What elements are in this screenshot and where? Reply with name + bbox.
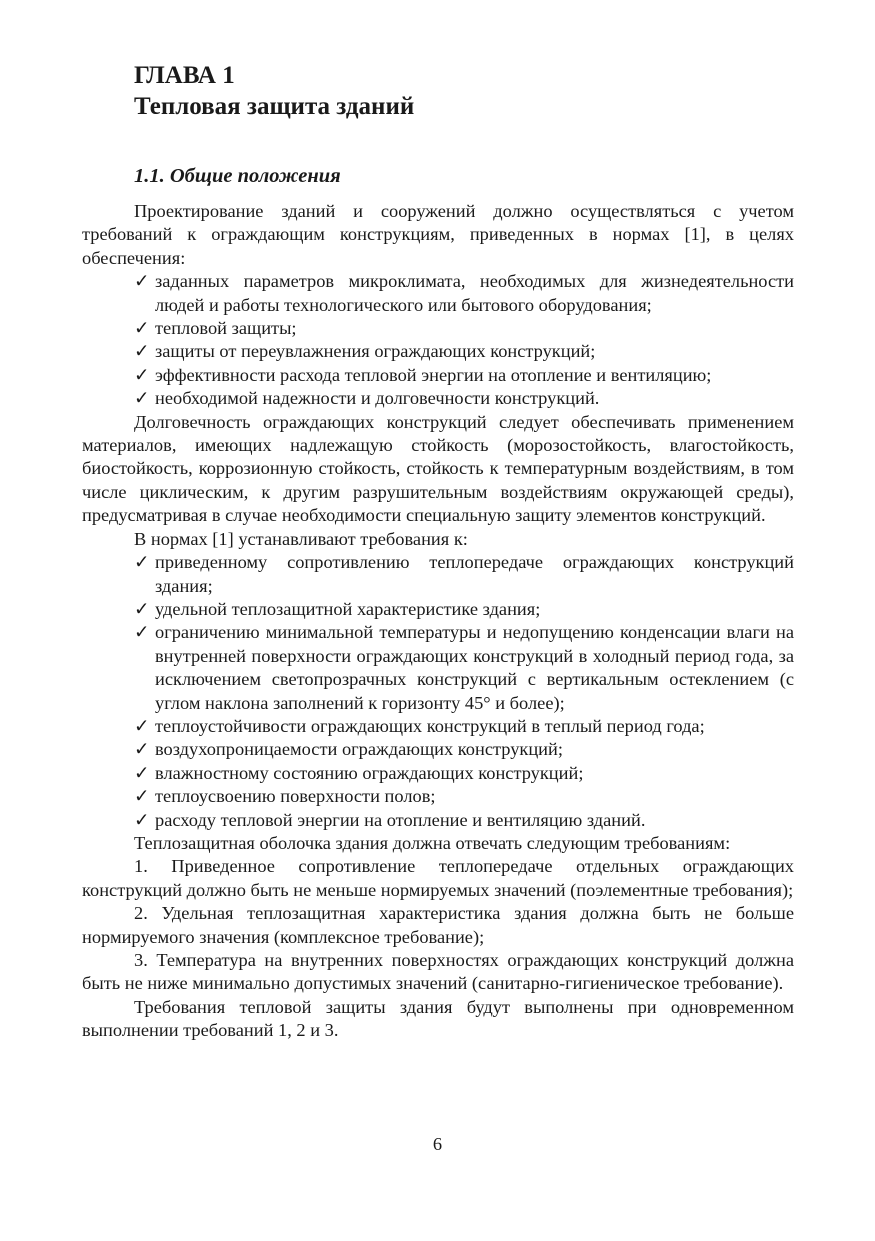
list-item-text: теплоустойчивости ограждающих конструкций в теплый период года; bbox=[155, 715, 705, 736]
list-item bbox=[82, 715, 794, 738]
page-body bbox=[82, 60, 794, 1043]
list-item-text: расходу тепловой энергии на отопление и вентиляцию зданий. bbox=[155, 809, 646, 830]
norms-list bbox=[82, 551, 794, 832]
list-item-text: влажностному состоянию ограждающих конструкций; bbox=[155, 762, 584, 783]
list-item-text: удельной теплозащитной характеристике здания; bbox=[155, 598, 541, 619]
check-icon: ✓ bbox=[134, 341, 150, 362]
intro-paragraph: Проектирование зданий и сооружений должно осуществляться с учетом требований к ограждающим конструкциям, приведенных в нормах [1], в целях обеспечения: bbox=[82, 201, 794, 268]
requirement-3: 3. Температура на внутренних поверхностях ограждающих конструкций должна быть не ниже минимально допустимых значений (санитарно-гигиеническое требование). bbox=[82, 950, 794, 994]
list-item bbox=[82, 762, 794, 785]
shell-intro-paragraph: Теплозащитная оболочка здания должна отвечать следующим требованиям: bbox=[134, 832, 731, 853]
check-icon: ✓ bbox=[134, 598, 150, 619]
check-icon: ✓ bbox=[134, 388, 150, 409]
check-icon: ✓ bbox=[134, 739, 150, 760]
list-item bbox=[82, 270, 794, 317]
list-item-text: теплоусвоению поверхности полов; bbox=[155, 786, 436, 807]
durability-paragraph: Долговечность ограждающих конструкций следует обеспечивать применением материалов, имеющих надлежащую стойкость (морозостойкость, влагостойкость, биостойкость, коррозионную стойкость, стойкость к температурным воздействиям, в том числе циклическим, к другим разрушительным воздействиям окружающей среды), предусматривая в случае необходимости специальную защиту элементов конструкций. bbox=[82, 411, 794, 526]
check-icon: ✓ bbox=[134, 762, 150, 783]
list-item-text: защиты от переувлажнения ограждающих конструкций; bbox=[155, 341, 596, 362]
chapter-label: ГЛАВА 1 bbox=[134, 62, 235, 89]
check-icon: ✓ bbox=[134, 271, 150, 292]
list-item bbox=[82, 340, 794, 363]
list-item-text: воздухопроницаемости ограждающих конструкций; bbox=[155, 739, 563, 760]
list-item bbox=[82, 621, 794, 715]
check-icon: ✓ bbox=[134, 552, 150, 573]
list-item bbox=[82, 551, 794, 598]
check-icon: ✓ bbox=[134, 364, 150, 385]
norms-intro-paragraph: В нормах [1] устанавливают требования к: bbox=[134, 528, 468, 549]
conclusion-paragraph: Требования тепловой защиты здания будут выполнены при одновременном выполнении требований 1, 2 и 3. bbox=[82, 996, 794, 1041]
page-number: 6 bbox=[432, 1134, 443, 1154]
list-item-text: ограничению минимальной температуры и недопущению конденсации влаги на внутренней поверхности ограждающих конструкций в холодный период года, за исключением светопрозрачных конструкций с вертикальным остеклением (с углом наклона заполнений к горизонту 45° и более); bbox=[155, 622, 794, 713]
requirement-2: 2. Удельная теплозащитная характеристика здания должна быть не больше нормируемого значения (комплексное требование); bbox=[82, 903, 794, 947]
list-item bbox=[82, 317, 794, 340]
check-icon: ✓ bbox=[134, 809, 150, 830]
goals-list bbox=[82, 270, 794, 410]
list-item-text: тепловой защиты; bbox=[155, 318, 297, 339]
list-item-text: эффективности расхода тепловой энергии на отопление и вентиляцию; bbox=[155, 364, 712, 385]
list-item bbox=[82, 387, 794, 410]
list-item bbox=[82, 809, 794, 832]
check-icon: ✓ bbox=[134, 318, 150, 339]
list-item bbox=[82, 364, 794, 387]
check-icon: ✓ bbox=[134, 622, 150, 643]
list-item bbox=[82, 738, 794, 761]
list-item-text: необходимой надежности и долговечности конструкций. bbox=[155, 388, 600, 409]
list-item-text: заданных параметров микроклимата, необходимых для жизнедеятельности людей и работы технологического или бытового оборудования; bbox=[155, 271, 794, 315]
check-icon: ✓ bbox=[134, 786, 150, 807]
section-title: 1.1. Общие положения bbox=[134, 165, 341, 187]
check-icon: ✓ bbox=[134, 715, 150, 736]
chapter-title: Тепловая защита зданий bbox=[134, 93, 415, 120]
requirement-1: 1. Приведенное сопротивление теплопередаче отдельных ограждающих конструкций должно быть не меньше нормируемых значений (поэлементные требования); bbox=[82, 856, 794, 900]
chapter-heading bbox=[82, 60, 794, 122]
list-item bbox=[82, 598, 794, 621]
list-item bbox=[82, 785, 794, 808]
list-item-text: приведенному сопротивлению теплопередаче ограждающих конструкций здания; bbox=[155, 552, 794, 596]
